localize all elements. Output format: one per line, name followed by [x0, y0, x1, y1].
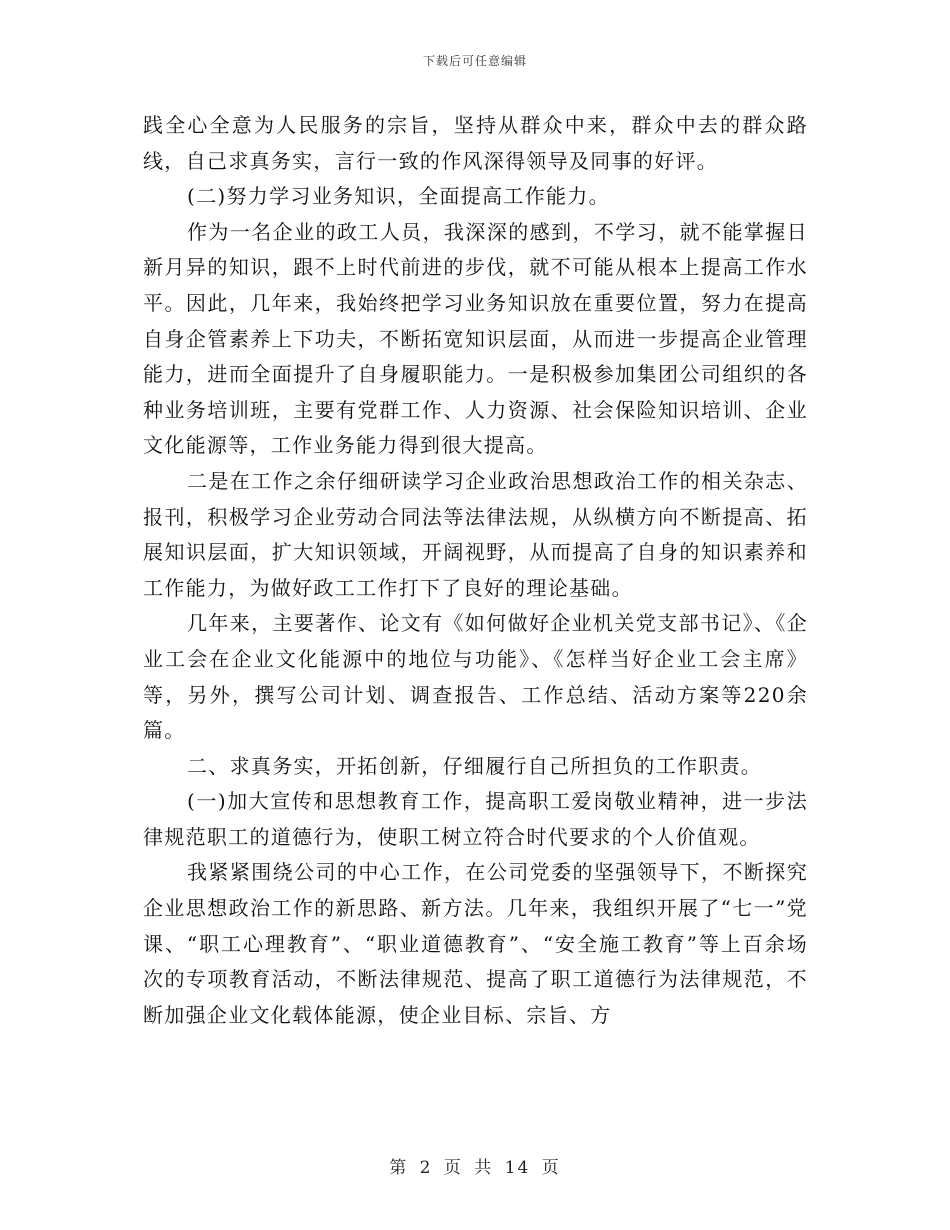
page-header: 下载后可任意编辑: [422, 54, 527, 68]
paragraph-3: 作为一名企业的政工人员，我深深的感到，不学习，就不能掌握日新月异的知识，跟不上时代前进的步伐，就不可能从根本上提高工作水平。因此，几年来，我始终把学习业务知识放在重要位置，努力在提高自身企管素养上下功夫，不断拓宽知识层面，从而进一步提高企业管理能力，进而全面提升了自身履职能力。一是积极参加集团公司组织的各种业务培训班，主要有党群工作、人力资源、社会保险知识培训、企业文化能源等，工作业务能力得到很大提高。: [143, 219, 808, 458]
paragraph-2: (二)努力学习业务知识，全面提高工作能力。: [187, 184, 610, 209]
paragraph-7: (一)加大宣传和思想教育工作，提高职工爱岗敬业精神，进一步法律规范职工的道德行为，使职工树立符合时代要求的个人价值观。: [143, 789, 808, 849]
paragraph-8: 我紧紧围绕公司的中心工作，在公司党委的坚强领导下，不断探究企业思想政治工作的新思路、新方法。几年来，我组织开展了“七一”党课、“职工心理教育”、“职业道德教育”、“安全施工教育”等上百余场次的专项教育活动，不断法律规范、提高了职工道德行为法律规范，不断加强企业文化载体能源，使企业目标、宗旨、方: [143, 860, 808, 1027]
document-body: [143, 108, 808, 1033]
paragraph-5: 几年来，主要著作、论文有《如何做好企业机关党支部书记》、《企业工会在企业文化能源中的地位与功能》、《怎样当好企业工会主席》等，另外，撰写公司计划、调查报告、工作总结、活动方案等220余篇。: [143, 611, 808, 743]
page-footer: 第 2 页 共 14 页: [389, 1158, 561, 1178]
paragraph-6: 二、求真务实，开拓创新，仔细履行自己所担负的工作职责。: [187, 753, 763, 778]
paragraph-1: 践全心全意为人民服务的宗旨，坚持从群众中来，群众中去的群众路线，自己求真务实，言行一致的作风深得领导及同事的好评。: [143, 113, 808, 173]
paragraph-4: 二是在工作之余仔细研读学习企业政治思想政治工作的相关杂志、报刊，积极学习企业劳动合同法等法律法规，从纵横方向不断提高、拓展知识层面，扩大知识领域，开阔视野，从而提高了自身的知识素养和工作能力，为做好政工工作打下了良好的理论基础。: [143, 468, 808, 600]
